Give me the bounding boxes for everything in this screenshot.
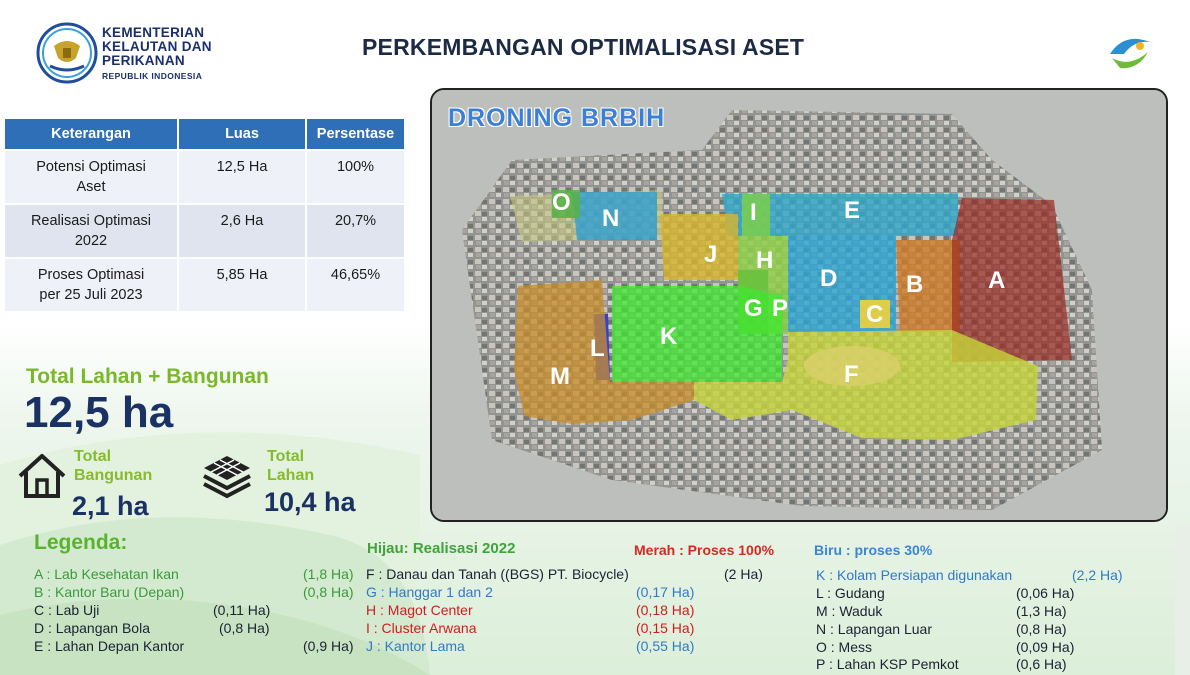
- bangunan-label-line2: Bangunan: [74, 467, 153, 484]
- legend-item-d: D : Lapangan Bola: [34, 620, 150, 636]
- lahan-label-line2: Lahan: [267, 467, 315, 484]
- total-lahan-label: [267, 447, 314, 485]
- legend-item-f: F : Danau dan Tanah ((BGS) PT. Biocycle): [366, 566, 629, 582]
- legend-item-l: L : Gudang: [816, 585, 885, 601]
- legend-value-k: (2,2 Ha): [1072, 567, 1123, 583]
- legend-value-j: (0,55 Ha): [636, 638, 695, 654]
- lahan-label-line1: Total: [267, 448, 305, 465]
- cell-text: Potensi Optimasi: [36, 159, 146, 175]
- zone-label-i: I: [750, 199, 757, 226]
- legend-value-n: (0,8 Ha): [1016, 621, 1067, 637]
- legend-value-e: (0,9 Ha): [303, 638, 354, 654]
- drone-map: [430, 88, 1168, 522]
- legend-value-m: (1,3 Ha): [1016, 603, 1067, 619]
- house-icon: [16, 452, 68, 500]
- table-cell-persentase: 100%: [307, 151, 404, 203]
- legend-value-h: (0,18 Ha): [636, 602, 695, 618]
- legend-value-l: (0,06 Ha): [1016, 585, 1075, 601]
- drone-map-image: [432, 90, 1168, 522]
- cell-text: Proses Optimasi: [37, 267, 145, 283]
- table-cell-keterangan: [5, 205, 177, 257]
- table-cell-luas: 2,6 Ha: [179, 205, 305, 257]
- table-cell-persentase: 20,7%: [307, 205, 404, 257]
- zone-label-f: F: [844, 361, 859, 388]
- column-header-keterangan: Keterangan: [5, 119, 177, 149]
- zone-label-k: K: [660, 323, 678, 350]
- ministry-line3: PERIKANAN: [102, 53, 185, 68]
- ministry-line1: KEMENTERIAN: [102, 25, 205, 40]
- ministry-line2: KELAUTAN DAN: [102, 39, 212, 54]
- legend-status-blue: Biru : proses 30%: [814, 542, 933, 558]
- total-lahan-value: 10,4 ha: [264, 487, 356, 517]
- legend-value-d: (0,8 Ha): [219, 620, 270, 636]
- zone-label-d: D: [820, 265, 838, 292]
- table-cell-keterangan: [5, 259, 177, 311]
- legend-status-green: Hijau: Realisasi 2022: [367, 540, 516, 557]
- zone-label-g: G: [744, 295, 763, 322]
- legend-item-g: G : Hanggar 1 dan 2: [366, 584, 493, 600]
- zone-label-a: A: [988, 267, 1006, 294]
- brbih-logo: [1104, 24, 1156, 76]
- cell-text: per 25 Juli 2023: [39, 287, 143, 303]
- cell-text: Aset: [76, 179, 106, 195]
- zone-label-h: H: [756, 247, 774, 274]
- legend-item-h: H : Magot Center: [366, 602, 473, 618]
- table-cell-persentase: 46,65%: [307, 259, 404, 311]
- optimization-table: [3, 117, 406, 313]
- zone-label-e: E: [844, 197, 861, 224]
- zone-label-n: N: [602, 205, 620, 232]
- cell-text: Realisasi Optimasi: [30, 213, 152, 229]
- table-row: [5, 151, 404, 203]
- total-area-value: 12,5 ha: [24, 388, 174, 437]
- ministry-line4: REPUBLIK INDONESIA: [102, 71, 203, 81]
- land-layers-icon: [200, 452, 254, 502]
- legend-value-a: (1,8 Ha): [303, 566, 354, 582]
- legend-item-i: I : Cluster Arwana: [366, 620, 477, 636]
- column-header-luas: Luas: [179, 119, 305, 149]
- legend-item-o: O : Mess: [816, 639, 873, 655]
- zone-label-l: L: [590, 335, 605, 362]
- legend-item-p: P : Lahan KSP Pemkot: [816, 656, 959, 672]
- legend-value-p: (0,6 Ha): [1016, 656, 1067, 672]
- zone-label-o: O: [552, 189, 571, 216]
- legend-value-c: (0,11 Ha): [213, 602, 271, 618]
- cell-text: 2022: [74, 233, 108, 249]
- legend-value-i: (0,15 Ha): [636, 620, 695, 636]
- legend-status-red: Merah : Proses 100%: [634, 542, 775, 558]
- zone-label-j: J: [704, 241, 718, 268]
- total-bangunan-value: 2,1 ha: [72, 491, 149, 521]
- legend-value-f: (2 Ha): [724, 566, 763, 582]
- table-cell-luas: 5,85 Ha: [179, 259, 305, 311]
- table-cell-keterangan: [5, 151, 177, 203]
- legend-item-e: E : Lahan Depan Kantor: [34, 638, 185, 654]
- total-area-label: Total Lahan + Bangunan: [26, 365, 269, 388]
- map-title: DRONING BRBIH: [448, 104, 666, 132]
- zone-label-c: C: [866, 301, 884, 328]
- table-cell-luas: 12,5 Ha: [179, 151, 305, 203]
- column-header-persentase: Persentase: [307, 119, 404, 149]
- legend-item-j: J : Kantor Lama: [366, 638, 465, 654]
- table-row: [5, 259, 404, 311]
- legend-item-c: C : Lab Uji: [34, 602, 100, 618]
- zone-label-m: M: [550, 363, 570, 390]
- kkp-emblem-logo: [36, 22, 98, 84]
- zone-label-p: P: [772, 295, 789, 322]
- legend-title: Legenda:: [34, 531, 128, 554]
- legend-value-g: (0,17 Ha): [636, 584, 695, 600]
- ministry-name: [102, 26, 212, 82]
- table-row: [5, 205, 404, 257]
- page-title: PERKEMBANGAN OPTIMALISASI ASET: [362, 34, 805, 60]
- legend-item-b: B : Kantor Baru (Depan): [34, 584, 185, 600]
- bangunan-label-line1: Total: [74, 448, 112, 465]
- legend-value-o: (0,09 Ha): [1016, 639, 1075, 655]
- legend-item-a: A : Lab Kesehatan Ikan: [34, 566, 179, 582]
- legend-value-b: (0,8 Ha): [303, 584, 354, 600]
- total-bangunan-label: [74, 447, 152, 485]
- zone-label-b: B: [906, 271, 924, 298]
- legend-item-k: K : Kolam Persiapan digunakan: [816, 567, 1013, 583]
- legend-item-n: N : Lapangan Luar: [816, 621, 932, 637]
- legend-item-m: M : Waduk: [816, 603, 883, 619]
